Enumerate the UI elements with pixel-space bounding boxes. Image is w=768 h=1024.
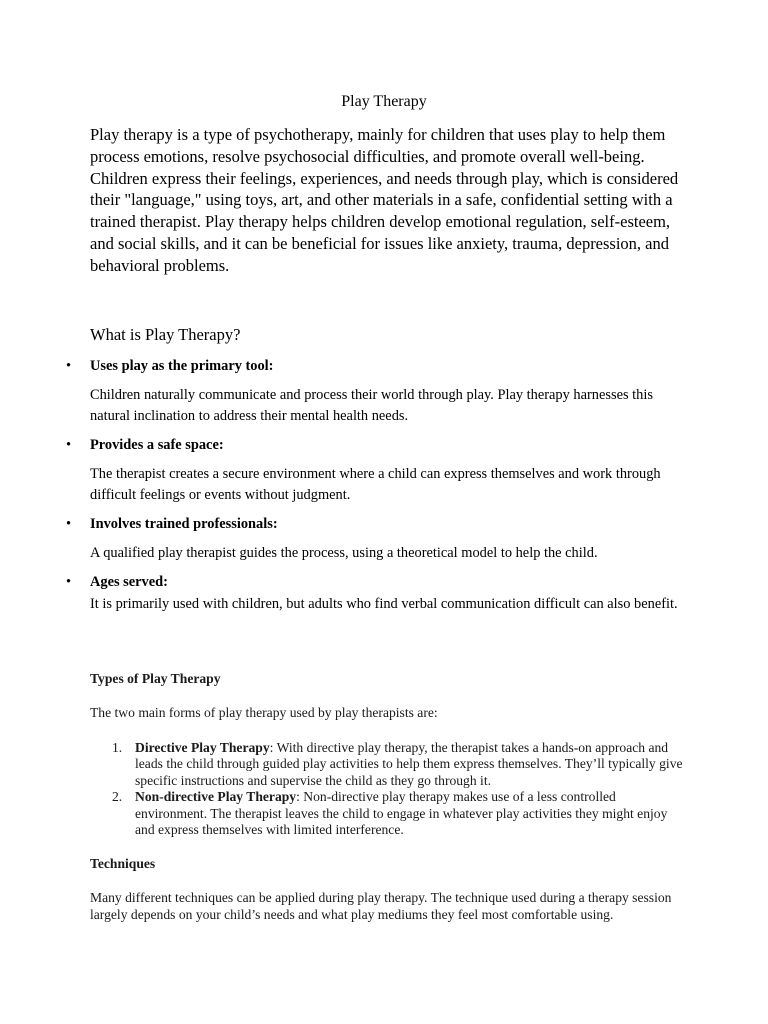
- bullet-item: [66, 514, 680, 564]
- types-heading: Types of Play Therapy: [90, 671, 221, 686]
- list-number: 1.: [112, 740, 123, 755]
- techniques-paragraph: Many different techniques can be applied during play therapy. The technique used during a therapy session largely depends on your child’s needs and what play mediums they feel most comfortable using.: [90, 890, 672, 922]
- bullet-item: [66, 356, 680, 428]
- types-list: [112, 740, 683, 838]
- list-item: [112, 740, 683, 789]
- bullet-heading: Involves trained professionals:: [90, 516, 278, 532]
- type-description: : With directive play therapy, the therapist takes a hands-on approach and leads the child through guided play activities to help them express themselves. They’ll typically give specific instructions and supervise the child as they go through it.: [135, 740, 683, 788]
- bullet-heading: Provides a safe space:: [90, 437, 224, 453]
- techniques-heading: Techniques: [90, 856, 156, 871]
- intro-paragraph: Play therapy is a type of psychotherapy, mainly for children that uses play to help them process emotions, resolve psychosocial difficulties, and promote overall well-being. Children express their feelings, experiences, and needs through play, which is considered their "language," using toys, art, and other materials in a safe, confidential setting with a trained therapist. Play therapy helps children develop emotional regulation, self-esteem, and social skills, and it can be beneficial for issues like anxiety, trauma, depression, and behavioral problems.: [90, 125, 679, 275]
- what-is-heading: What is Play Therapy?: [90, 325, 241, 344]
- bullet-dot-icon: •: [66, 437, 72, 453]
- list-item: [112, 789, 683, 838]
- bullet-item: [66, 572, 680, 615]
- document-title: Play Therapy: [341, 93, 427, 110]
- bullet-dot-icon: •: [66, 574, 72, 590]
- bullet-dot-icon: •: [66, 516, 72, 532]
- bullet-body: Children naturally communicate and process their world through play. Play therapy harnesses this natural inclination to address their mental health needs.: [90, 386, 653, 424]
- bullet-heading: Ages served:: [90, 574, 168, 590]
- bullet-item: [66, 435, 680, 507]
- bullet-dot-icon: •: [66, 358, 72, 374]
- bullet-heading: Uses play as the primary tool:: [90, 358, 274, 374]
- type-name: Non-directive Play Therapy: [135, 789, 297, 805]
- bullet-body: A qualified play therapist guides the process, using a theoretical model to help the child.: [90, 544, 598, 561]
- types-intro: The two main forms of play therapy used by play therapists are:: [90, 705, 438, 720]
- type-description: : Non-directive play therapy makes use of a less controlled environment. The therapist leaves the child to engage in whatever play activities they might enjoy and express themselves with limited interference.: [135, 789, 668, 838]
- list-number: 2.: [112, 789, 123, 805]
- bullet-body: It is primarily used with children, but adults who find verbal communication difficult can also benefit.: [90, 595, 678, 612]
- bullet-body: The therapist creates a secure environment where a child can express themselves and work through difficult feelings or events without judgment.: [90, 465, 661, 503]
- type-name: Directive Play Therapy: [135, 740, 270, 755]
